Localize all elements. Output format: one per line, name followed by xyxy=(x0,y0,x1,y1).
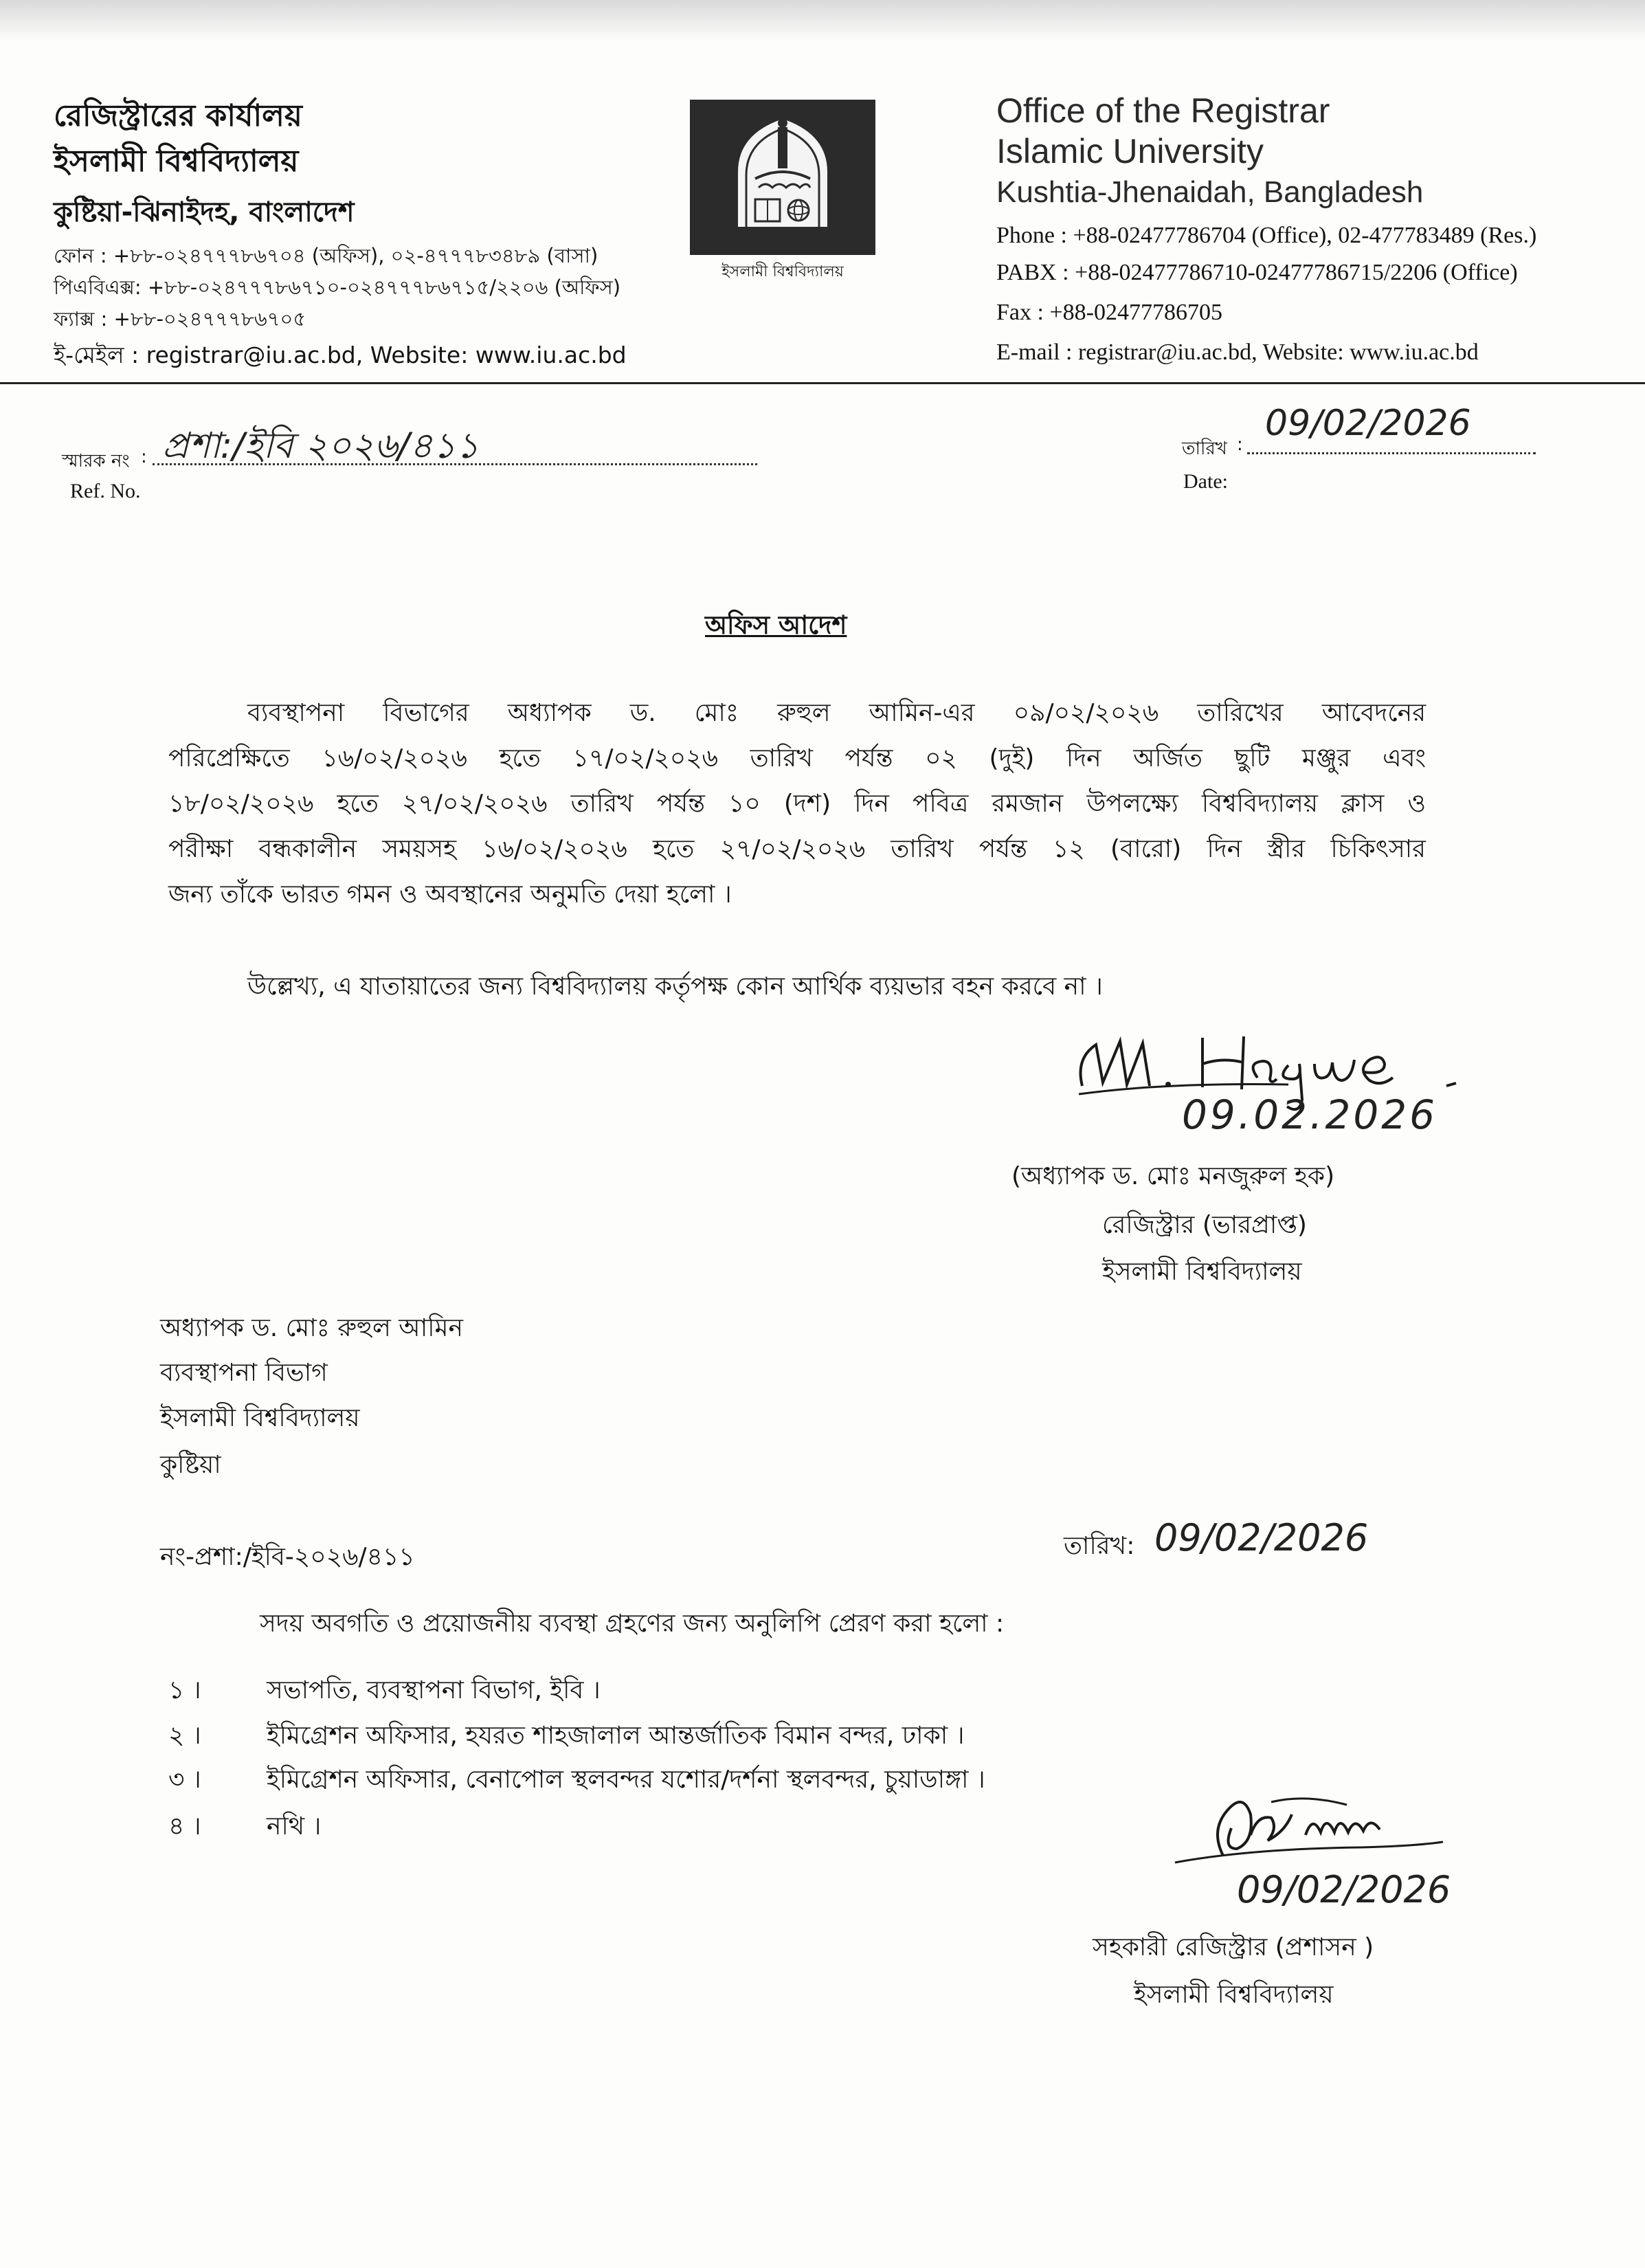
assistant-registrar-signature xyxy=(1168,1766,1457,1883)
copy-date-handwritten: 09/02/2026 xyxy=(1154,1516,1369,1559)
bn-office-title: রেজিস্ট্রারের কার্যালয় xyxy=(54,98,302,133)
registrar-designation: রেজিস্ট্রার (ভারপ্রাপ্ত) xyxy=(1102,1211,1307,1239)
copy-item-text: ইমিগ্রেশন অফিসার, বেনাপোল স্থলবন্দর যশোর/দর্শনা স্থলবন্দর, চুয়াডাঙ্গা । xyxy=(267,1766,985,1794)
assistant-designation: সহকারী রেজিস্ট্রার (প্রশাসন ) xyxy=(1093,1933,1374,1961)
bn-location: কুষ্টিয়া-ঝিনাইদহ, বাংলাদেশ xyxy=(54,197,355,228)
bn-pabx: পিএবিএক্স: +৮৮-০২৪৭৭৭৮৬৭১০-০২৪৭৭৭৮৬৭১৫/২২০৬ (অফিস) xyxy=(54,276,621,299)
memo-label-bn: স্মারক নং xyxy=(62,451,130,471)
date-label-en: Date: xyxy=(1183,470,1228,493)
assistant-institution: ইসলামী বিশ্ববিদ্যালয় xyxy=(1134,1981,1334,2009)
date-value-handwritten: 09/02/2026 xyxy=(1265,403,1471,444)
recipient-line: কুষ্টিয়া xyxy=(160,1451,221,1479)
en-pabx: PABX : +88-02477786710-02477786715/2206 (Office) xyxy=(996,260,1518,285)
memo-label-en: Ref. No. xyxy=(70,480,141,502)
recipient-line: ব্যবস্থাপনা বিভাগ xyxy=(160,1359,328,1387)
recipient-line: ইসলামী বিশ্ববিদ্যালয় xyxy=(160,1404,360,1432)
copy-item-text: ইমিগ্রেশন অফিসার, হযরত শাহজালাল আন্তর্জাতিক বিমান বন্দর, ঢাকা । xyxy=(267,1722,965,1750)
copy-item-number: ৩ । xyxy=(168,1766,201,1794)
paragraph-line: পরীক্ষা বন্ধকালীন সময়সহ ১৬/০২/২০২৬ হতে ২৭/০২/২০২৬ তারিখ পর্যন্ত ১২ (বারো) দিন স্ত্রীর চিকিৎসার xyxy=(168,835,1426,863)
paragraph-line: জন্য তাঁকে ভারত গমন ও অবস্থানের অনুমতি দেয়া হলো । xyxy=(168,880,732,909)
memo-value-handwritten: প্রশা:/ইবি ২০২৬/৪১১ xyxy=(162,425,480,467)
copy-item-text: সভাপতি, ব্যবস্থাপনা বিভাগ, ইবি । xyxy=(267,1676,601,1704)
registrar-name: (অধ্যাপক ড. মোঃ মনজুরুল হক) xyxy=(1011,1162,1335,1190)
paragraph-line: ১৮/০২/২০২৬ হতে ২৭/০২/২০২৬ তারিখ পর্যন্ত ১০ (দশ) দিন পবিত্র রমজান উপলক্ষ্যে বিশ্ববিদ্যালয় ক্লাস ও xyxy=(168,790,1426,818)
crest-caption: ইসলামী বিশ্ববিদ্যালয় xyxy=(721,263,844,280)
bn-fax: ফ্যাক্স : +৮৮-০২৪৭৭৭৮৬৭০৫ xyxy=(54,307,306,331)
date-field xyxy=(1247,403,1536,454)
bn-university-title: ইসলামী বিশ্ববিদ্যালয় xyxy=(54,144,299,179)
recipient-line: অধ্যাপক ড. মোঃ রুহুল আমিন xyxy=(160,1314,463,1342)
en-university-title: Islamic University xyxy=(996,132,1264,170)
paragraph-line: ব্যবস্থাপনা বিভাগের অধ্যাপক ড. মোঃ রুহুল আমিন-এর ০৯/০২/২০২৬ তারিখের আবেদনের xyxy=(247,699,1426,727)
copy-date-label: তারিখ: xyxy=(1064,1532,1135,1560)
bn-email: ই-মেইল : registrar@iu.ac.bd, Website: www.iu.ac.bd xyxy=(54,342,627,368)
scan-edge xyxy=(0,0,1645,41)
copy-item-text: নথি । xyxy=(267,1812,322,1841)
copy-item-number: ২ । xyxy=(168,1722,201,1750)
en-phone: Phone : +88-02477786704 (Office), 02-477783489 (Res.) xyxy=(996,223,1537,248)
copy-intro: সদয় অবগতি ও প্রয়োজনীয় ব্যবস্থা গ্রহণের জন্য অনুলিপি প্রেরণ করা হলো : xyxy=(260,1610,1005,1638)
copy-memo-no: নং-প্রশা:/ইবি-২০২৬/৪১১ xyxy=(160,1543,415,1571)
memo-field xyxy=(153,425,757,467)
registrar-signed-date: 09.02.2026 xyxy=(1182,1091,1438,1138)
registrar-institution: ইসলামী বিশ্ববিদ্যালয় xyxy=(1102,1258,1302,1286)
copy-item-number: ১ । xyxy=(168,1676,201,1704)
order-note: উল্লেখ্য, এ যাতায়াতের জন্য বিশ্ববিদ্যালয় কর্তৃপক্ষ কোন আর্থিক ব্যয়ভার বহন করবে না । xyxy=(247,972,1103,1001)
en-email: E-mail : registrar@iu.ac.bd, Website: www.iu.ac.bd xyxy=(996,340,1479,365)
en-office-title: Office of the Registrar xyxy=(996,91,1330,130)
en-fax: Fax : +88-02477786705 xyxy=(996,300,1222,325)
assistant-signed-date: 09/02/2026 xyxy=(1237,1868,1451,1911)
university-crest-icon xyxy=(690,100,875,255)
bn-phone: ফোন : +৮৮-০২৪৭৭৭৮৬৭০৪ (অফিস), ০২-৪৭৭৭৮৩৪৮৯ (বাসা) xyxy=(54,244,598,267)
paragraph-line: পরিপ্রেক্ষিতে ১৬/০২/২০২৬ হতে ১৭/০২/২০২৬ তারিখ পর্যন্ত ০২ (দুই) দিন অর্জিত ছুটি মঞ্জুর এবং xyxy=(168,744,1426,772)
copy-item-number: ৪ । xyxy=(168,1812,201,1841)
letterhead-divider xyxy=(0,382,1645,384)
en-location: Kushtia-Jhenaidah, Bangladesh xyxy=(996,175,1424,209)
date-label-bn: তারিখ xyxy=(1182,438,1227,459)
order-title: অফিস আদেশ xyxy=(705,610,847,640)
